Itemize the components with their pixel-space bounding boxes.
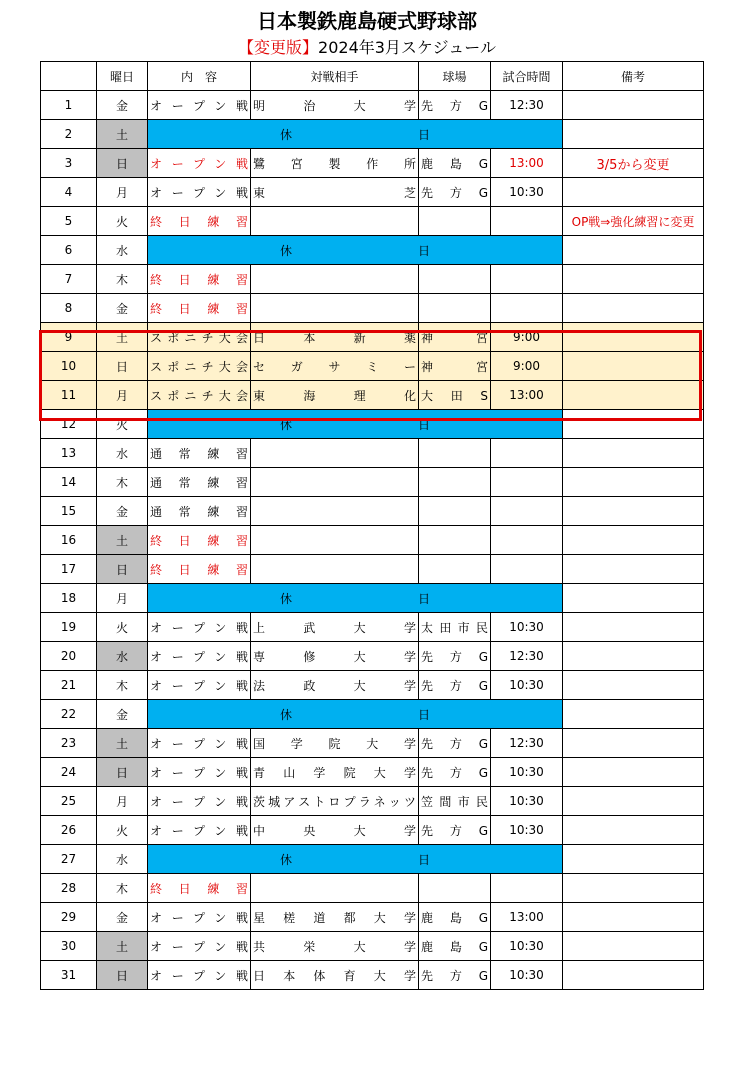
day-of-week: 木 <box>97 265 148 294</box>
content-cell: オープン戦 <box>148 787 251 816</box>
venue-cell <box>419 497 491 526</box>
time-cell: 13:00 <box>491 903 563 932</box>
day-of-week: 水 <box>97 236 148 265</box>
table-row <box>41 555 704 584</box>
opponent-cell <box>251 526 419 555</box>
opponent-cell: 国学院大学 <box>251 729 419 758</box>
content-cell: スポニチ大会 <box>148 323 251 352</box>
note-cell <box>563 642 704 671</box>
holiday-label: 休日 <box>280 243 430 258</box>
day-number: 14 <box>41 468 97 497</box>
day-number: 23 <box>41 729 97 758</box>
day-number: 20 <box>41 642 97 671</box>
note-cell <box>563 584 704 613</box>
venue-cell <box>419 439 491 468</box>
note-cell <box>563 758 704 787</box>
day-of-week: 金 <box>97 497 148 526</box>
holiday-label: 休日 <box>280 707 430 722</box>
time-cell <box>491 468 563 497</box>
opponent-cell: 共栄大学 <box>251 932 419 961</box>
content-cell: 終日練習 <box>148 555 251 584</box>
day-number: 3 <box>41 149 97 178</box>
note-cell <box>563 323 704 352</box>
day-number: 22 <box>41 700 97 729</box>
venue-cell: 神宮 <box>419 352 491 381</box>
holiday-bar <box>148 584 563 613</box>
content-cell: オープン戦 <box>148 178 251 207</box>
table-row <box>41 932 704 961</box>
table-row <box>41 410 704 439</box>
table-row <box>41 671 704 700</box>
opponent-cell <box>251 468 419 497</box>
table-row <box>41 642 704 671</box>
venue-cell <box>419 874 491 903</box>
time-cell: 10:30 <box>491 932 563 961</box>
opponent-cell: 東海理化 <box>251 381 419 410</box>
table-row <box>41 439 704 468</box>
opponent-cell: セガサミー <box>251 352 419 381</box>
day-of-week: 水 <box>97 642 148 671</box>
day-number: 24 <box>41 758 97 787</box>
day-number: 29 <box>41 903 97 932</box>
day-of-week: 木 <box>97 874 148 903</box>
content-cell: 通常練習 <box>148 468 251 497</box>
note-cell <box>563 468 704 497</box>
content-cell: オープン戦 <box>148 903 251 932</box>
subtitle-text: 2024年3月スケジュール <box>318 38 496 57</box>
holiday-bar <box>148 120 563 149</box>
venue-cell <box>419 294 491 323</box>
day-of-week: 日 <box>97 352 148 381</box>
day-of-week: 月 <box>97 178 148 207</box>
table-row <box>41 265 704 294</box>
venue-cell: 笠間市民 <box>419 787 491 816</box>
day-of-week: 日 <box>97 758 148 787</box>
day-number: 6 <box>41 236 97 265</box>
schedule-table <box>40 61 704 990</box>
opponent-cell: 法政大学 <box>251 671 419 700</box>
content-cell: 通常練習 <box>148 497 251 526</box>
note-cell <box>563 410 704 439</box>
day-number: 25 <box>41 787 97 816</box>
day-number: 2 <box>41 120 97 149</box>
content-cell: オープン戦 <box>148 91 251 120</box>
day-number: 13 <box>41 439 97 468</box>
opponent-cell <box>251 207 419 236</box>
note-cell <box>563 120 704 149</box>
opponent-cell: 専修大学 <box>251 642 419 671</box>
venue-cell: 鹿島G <box>419 903 491 932</box>
page-subtitle <box>0 38 734 58</box>
holiday-bar <box>148 410 563 439</box>
header-opponent: 対戦相手 <box>251 62 419 91</box>
venue-cell: 太田市民 <box>419 613 491 642</box>
note-cell <box>563 932 704 961</box>
day-of-week: 月 <box>97 787 148 816</box>
opponent-cell: 中央大学 <box>251 816 419 845</box>
day-of-week: 日 <box>97 555 148 584</box>
time-cell: 10:30 <box>491 671 563 700</box>
note-cell <box>563 439 704 468</box>
note-cell <box>563 381 704 410</box>
opponent-cell: 明治大学 <box>251 91 419 120</box>
day-of-week: 月 <box>97 381 148 410</box>
note-cell <box>563 613 704 642</box>
time-cell: 10:30 <box>491 178 563 207</box>
time-cell: 10:30 <box>491 613 563 642</box>
content-cell: オープン戦 <box>148 961 251 990</box>
note-text: 3/5から変更 <box>596 157 670 173</box>
day-of-week: 水 <box>97 439 148 468</box>
day-of-week: 火 <box>97 207 148 236</box>
opponent-cell: 東芝 <box>251 178 419 207</box>
day-of-week: 月 <box>97 584 148 613</box>
time-cell <box>491 265 563 294</box>
venue-cell: 先方G <box>419 642 491 671</box>
day-number: 27 <box>41 845 97 874</box>
venue-cell: 先方G <box>419 729 491 758</box>
content-cell: オープン戦 <box>148 149 251 178</box>
day-number: 10 <box>41 352 97 381</box>
venue-cell <box>419 207 491 236</box>
revision-badge: 【変更版】 <box>238 38 319 57</box>
opponent-cell: 日本体育大学 <box>251 961 419 990</box>
holiday-bar <box>148 700 563 729</box>
opponent-cell <box>251 555 419 584</box>
venue-cell: 先方G <box>419 961 491 990</box>
content-cell: 終日練習 <box>148 526 251 555</box>
content-cell: 通常練習 <box>148 439 251 468</box>
content-cell: 終日練習 <box>148 294 251 323</box>
table-header-row <box>41 62 704 91</box>
header-time: 試合時間 <box>491 62 563 91</box>
table-row <box>41 845 704 874</box>
day-of-week: 木 <box>97 671 148 700</box>
holiday-label: 休日 <box>280 852 430 867</box>
header-no <box>41 62 97 91</box>
day-number: 26 <box>41 816 97 845</box>
table-row <box>41 149 704 178</box>
holiday-bar <box>148 236 563 265</box>
venue-cell: 鹿島G <box>419 932 491 961</box>
time-cell: 13:00 <box>491 381 563 410</box>
venue-cell: 先方G <box>419 178 491 207</box>
note-cell <box>563 207 704 236</box>
venue-cell: 大田S <box>419 381 491 410</box>
opponent-cell: 青山学院大学 <box>251 758 419 787</box>
day-of-week: 火 <box>97 613 148 642</box>
day-of-week: 土 <box>97 526 148 555</box>
note-cell <box>563 352 704 381</box>
day-number: 19 <box>41 613 97 642</box>
table-row <box>41 323 704 352</box>
note-cell <box>563 236 704 265</box>
time-cell: 12:30 <box>491 91 563 120</box>
day-number: 18 <box>41 584 97 613</box>
day-of-week: 土 <box>97 729 148 758</box>
table-row <box>41 91 704 120</box>
time-cell: 10:30 <box>491 787 563 816</box>
time-cell: 10:30 <box>491 961 563 990</box>
opponent-cell: 日本新薬 <box>251 323 419 352</box>
note-cell <box>563 874 704 903</box>
day-of-week: 土 <box>97 932 148 961</box>
content-cell: オープン戦 <box>148 642 251 671</box>
note-cell <box>563 845 704 874</box>
day-of-week: 金 <box>97 294 148 323</box>
opponent-cell <box>251 439 419 468</box>
day-number: 21 <box>41 671 97 700</box>
day-of-week: 金 <box>97 700 148 729</box>
holiday-label: 休日 <box>280 591 430 606</box>
table-row <box>41 468 704 497</box>
venue-cell <box>419 265 491 294</box>
table-row <box>41 961 704 990</box>
opponent-cell: 上武大学 <box>251 613 419 642</box>
content-cell: オープン戦 <box>148 932 251 961</box>
opponent-cell: 茨城アストロプラネッツ <box>251 787 419 816</box>
day-number: 5 <box>41 207 97 236</box>
content-cell: スポニチ大会 <box>148 352 251 381</box>
day-number: 30 <box>41 932 97 961</box>
venue-cell <box>419 555 491 584</box>
table-row <box>41 816 704 845</box>
day-number: 9 <box>41 323 97 352</box>
note-cell <box>563 816 704 845</box>
holiday-label: 休日 <box>280 417 430 432</box>
opponent-cell <box>251 265 419 294</box>
table-row <box>41 584 704 613</box>
holiday-label: 休日 <box>280 127 430 142</box>
time-cell: 13:00 <box>491 149 563 178</box>
note-cell <box>563 671 704 700</box>
day-number: 4 <box>41 178 97 207</box>
time-cell: 12:30 <box>491 729 563 758</box>
opponent-cell <box>251 497 419 526</box>
note-cell <box>563 700 704 729</box>
venue-cell: 先方G <box>419 671 491 700</box>
venue-cell: 神宮 <box>419 323 491 352</box>
table-row <box>41 207 704 236</box>
opponent-cell: 鷺宮製作所 <box>251 149 419 178</box>
table-row <box>41 903 704 932</box>
table-row <box>41 120 704 149</box>
day-of-week: 日 <box>97 149 148 178</box>
note-cell <box>563 961 704 990</box>
day-of-week: 日 <box>97 961 148 990</box>
header-note: 備考 <box>563 62 704 91</box>
day-number: 11 <box>41 381 97 410</box>
day-number: 7 <box>41 265 97 294</box>
time-cell <box>491 555 563 584</box>
venue-cell <box>419 468 491 497</box>
note-cell <box>563 729 704 758</box>
opponent-cell: 星槎道都大学 <box>251 903 419 932</box>
content-cell: オープン戦 <box>148 816 251 845</box>
day-of-week: 木 <box>97 468 148 497</box>
note-cell <box>563 526 704 555</box>
day-of-week: 火 <box>97 410 148 439</box>
time-cell <box>491 439 563 468</box>
venue-cell: 鹿島G <box>419 149 491 178</box>
table-row <box>41 526 704 555</box>
time-cell: 12:30 <box>491 642 563 671</box>
day-of-week: 金 <box>97 903 148 932</box>
table-row <box>41 497 704 526</box>
opponent-cell <box>251 294 419 323</box>
time-cell <box>491 207 563 236</box>
day-number: 1 <box>41 91 97 120</box>
day-number: 16 <box>41 526 97 555</box>
header-dow: 曜日 <box>97 62 148 91</box>
time-cell <box>491 526 563 555</box>
time-cell: 9:00 <box>491 352 563 381</box>
table-row <box>41 178 704 207</box>
venue-cell: 先方G <box>419 758 491 787</box>
table-row <box>41 729 704 758</box>
note-cell <box>563 91 704 120</box>
note-cell <box>563 178 704 207</box>
table-row <box>41 700 704 729</box>
table-row <box>41 294 704 323</box>
page-title: 日本製鉄鹿島硬式野球部 <box>257 9 477 33</box>
table-row <box>41 613 704 642</box>
day-of-week: 水 <box>97 845 148 874</box>
note-cell <box>563 497 704 526</box>
day-of-week: 火 <box>97 816 148 845</box>
note-cell <box>563 787 704 816</box>
table-row <box>41 874 704 903</box>
venue-cell: 先方G <box>419 91 491 120</box>
content-cell: 終日練習 <box>148 265 251 294</box>
day-number: 17 <box>41 555 97 584</box>
day-number: 15 <box>41 497 97 526</box>
table-row <box>41 787 704 816</box>
table-row <box>41 352 704 381</box>
note-text: OP戦⇒強化練習に変更 <box>571 214 695 229</box>
time-cell: 10:30 <box>491 816 563 845</box>
opponent-cell <box>251 874 419 903</box>
header-venue: 球場 <box>419 62 491 91</box>
time-cell <box>491 294 563 323</box>
table-row <box>41 381 704 410</box>
holiday-bar <box>148 845 563 874</box>
content-cell: オープン戦 <box>148 671 251 700</box>
time-cell <box>491 874 563 903</box>
note-cell <box>563 149 704 178</box>
day-of-week: 土 <box>97 120 148 149</box>
day-number: 31 <box>41 961 97 990</box>
table-row <box>41 236 704 265</box>
note-cell <box>563 903 704 932</box>
content-cell: オープン戦 <box>148 758 251 787</box>
day-number: 12 <box>41 410 97 439</box>
content-cell: オープン戦 <box>148 613 251 642</box>
day-number: 8 <box>41 294 97 323</box>
venue-cell <box>419 526 491 555</box>
content-cell: 終日練習 <box>148 207 251 236</box>
note-cell <box>563 265 704 294</box>
note-cell <box>563 555 704 584</box>
day-of-week: 土 <box>97 323 148 352</box>
content-cell: 終日練習 <box>148 874 251 903</box>
time-cell: 10:30 <box>491 758 563 787</box>
table-row <box>41 758 704 787</box>
header-naiyo: 内 容 <box>148 62 251 91</box>
day-of-week: 金 <box>97 91 148 120</box>
day-number: 28 <box>41 874 97 903</box>
venue-cell: 先方G <box>419 816 491 845</box>
content-cell: オープン戦 <box>148 729 251 758</box>
note-cell <box>563 294 704 323</box>
content-cell: スポニチ大会 <box>148 381 251 410</box>
time-cell <box>491 497 563 526</box>
time-cell: 9:00 <box>491 323 563 352</box>
